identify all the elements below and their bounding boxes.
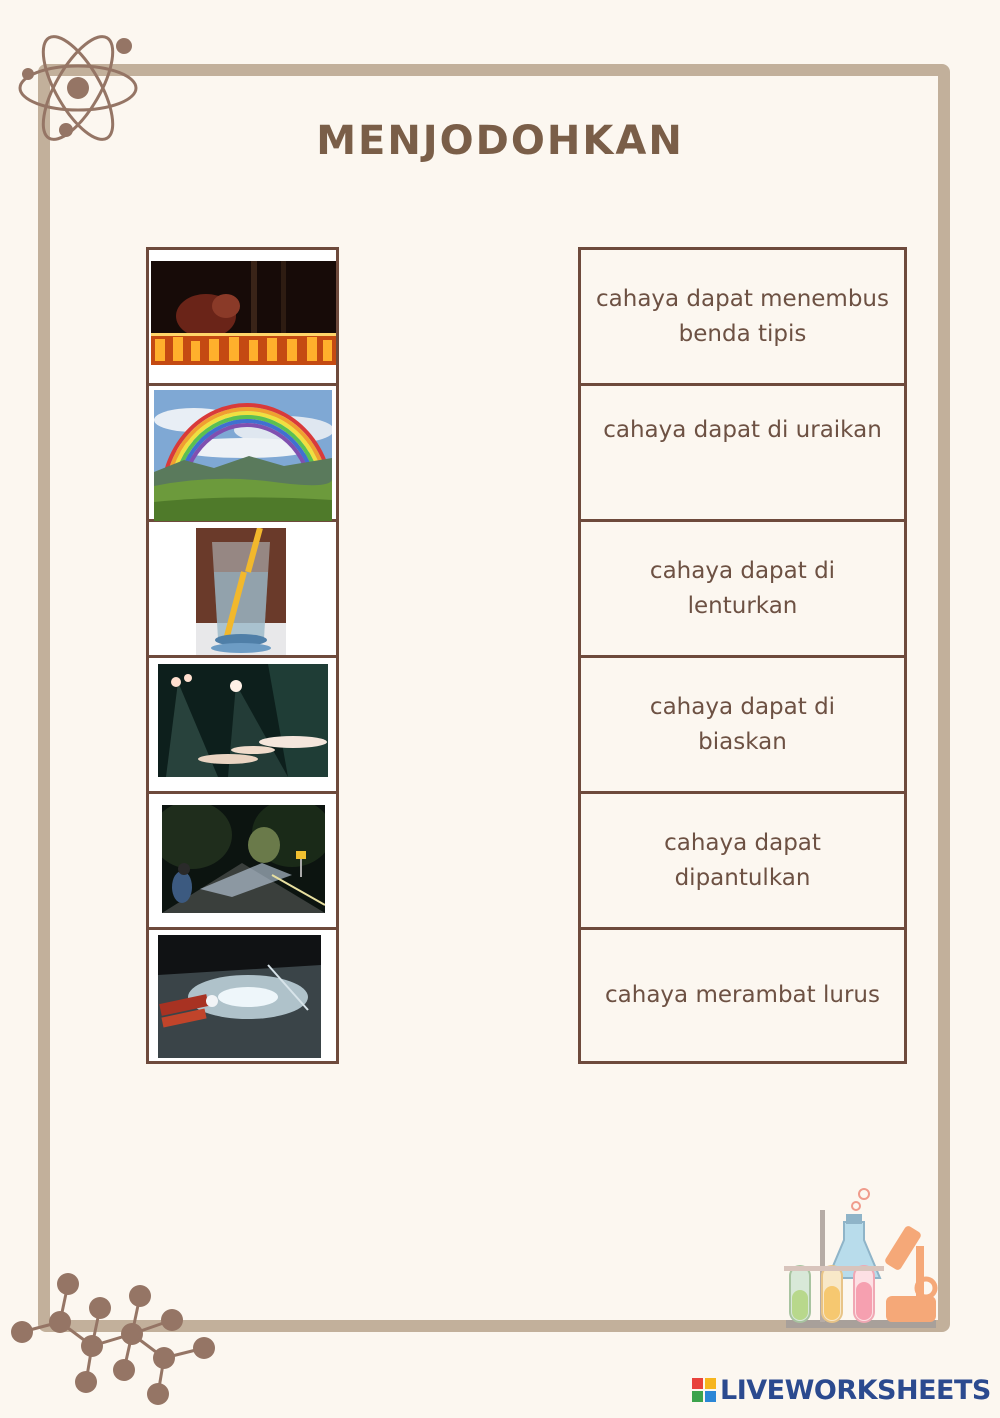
pencil-in-water-glass-photo bbox=[196, 528, 286, 655]
live-badge-icon bbox=[692, 1378, 716, 1402]
answer-label: cahaya dapat di uraikan bbox=[603, 417, 882, 443]
rainbow-landscape-photo bbox=[154, 390, 332, 521]
image-cell[interactable] bbox=[149, 658, 336, 794]
answer-cell[interactable] bbox=[581, 794, 904, 930]
image-cell[interactable] bbox=[149, 250, 336, 386]
image-cell[interactable] bbox=[149, 930, 336, 1066]
answer-label: cahaya dapat di biaskan bbox=[649, 693, 836, 755]
answer-column bbox=[578, 247, 907, 1064]
lab-equipment-icon bbox=[776, 1186, 946, 1336]
image-cell[interactable] bbox=[149, 386, 336, 522]
spotlight-beams-photo bbox=[158, 664, 328, 777]
image-cell[interactable] bbox=[149, 794, 336, 930]
image-cell[interactable] bbox=[149, 522, 336, 658]
answer-label: cahaya dapat menembus benda tipis bbox=[596, 285, 889, 347]
liveworksheets-logo[interactable] bbox=[692, 1374, 991, 1406]
brand-name: LIVEWORKSHEETS bbox=[720, 1374, 991, 1406]
answer-cell[interactable] bbox=[581, 386, 904, 522]
candle-lanterns-photo bbox=[151, 261, 336, 365]
answer-cell[interactable] bbox=[581, 930, 904, 1061]
flashlight-night-road-photo bbox=[162, 805, 325, 913]
answer-cell[interactable] bbox=[581, 658, 904, 794]
answer-label: cahaya dapat dipantulkan bbox=[664, 829, 821, 891]
answer-cell[interactable] bbox=[581, 522, 904, 658]
page-title: MENJODOHKAN bbox=[316, 118, 684, 164]
answer-label: cahaya merambat lurus bbox=[605, 982, 880, 1008]
image-column bbox=[146, 247, 339, 1064]
flashlight-mirror-photo bbox=[158, 935, 321, 1058]
molecule-icon bbox=[0, 1262, 230, 1414]
answer-cell[interactable] bbox=[581, 250, 904, 386]
answer-label: cahaya dapat di lenturkan bbox=[649, 557, 836, 619]
